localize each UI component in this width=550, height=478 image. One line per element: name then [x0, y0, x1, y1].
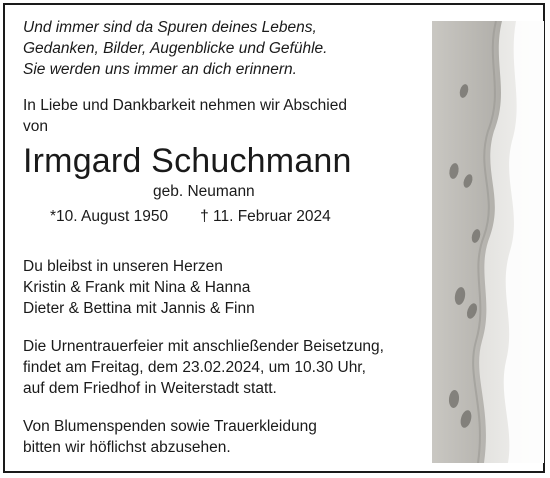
ceremony-block: [23, 336, 428, 399]
obituary-text: [23, 17, 428, 458]
ceremony-line: auf dem Friedhof in Weiterstadt statt.: [23, 380, 277, 397]
ceremony-line: findet am Freitag, dem 23.02.2024, um 10.30 Uhr,: [23, 359, 366, 376]
deceased-name: Irmgard Schuchmann: [23, 142, 352, 180]
survivors-line: Dieter & Bettina mit Jannis & Finn: [23, 300, 255, 317]
beach-footprints-image: [432, 21, 544, 463]
ceremony-line: Die Urnentrauerfeier mit anschließender Beisetzung,: [23, 338, 384, 355]
life-dates: [23, 206, 428, 227]
obituary-frame: [3, 3, 545, 473]
survivors-line: Du bleibst in unseren Herzen: [23, 258, 223, 275]
survivors-line: Kristin & Frank mit Nina & Hanna: [23, 279, 251, 296]
quote-line: Sie werden uns immer an dich erinnern.: [23, 61, 297, 78]
intro-line: In Liebe und Dankbarkeit nehmen wir Abschied: [23, 97, 347, 114]
memorial-quote: [23, 17, 428, 80]
request-block: [23, 416, 428, 458]
birth-date: *10. August 1950: [50, 208, 169, 225]
request-line: Von Blumenspenden sowie Trauerkleidung: [23, 418, 317, 435]
maiden-name: geb. Neumann: [153, 183, 255, 200]
quote-line: Und immer sind da Spuren deines Lebens,: [23, 19, 317, 36]
beach-footprints-icon: [432, 21, 544, 463]
death-date: † 11. Februar 2024: [200, 208, 331, 225]
intro-line: von: [23, 118, 48, 135]
request-line: bitten wir höflichst abzusehen.: [23, 439, 231, 456]
survivors-block: [23, 256, 428, 319]
quote-line: Gedanken, Bilder, Augenblicke und Gefühle.: [23, 40, 328, 57]
farewell-intro: [23, 95, 428, 137]
